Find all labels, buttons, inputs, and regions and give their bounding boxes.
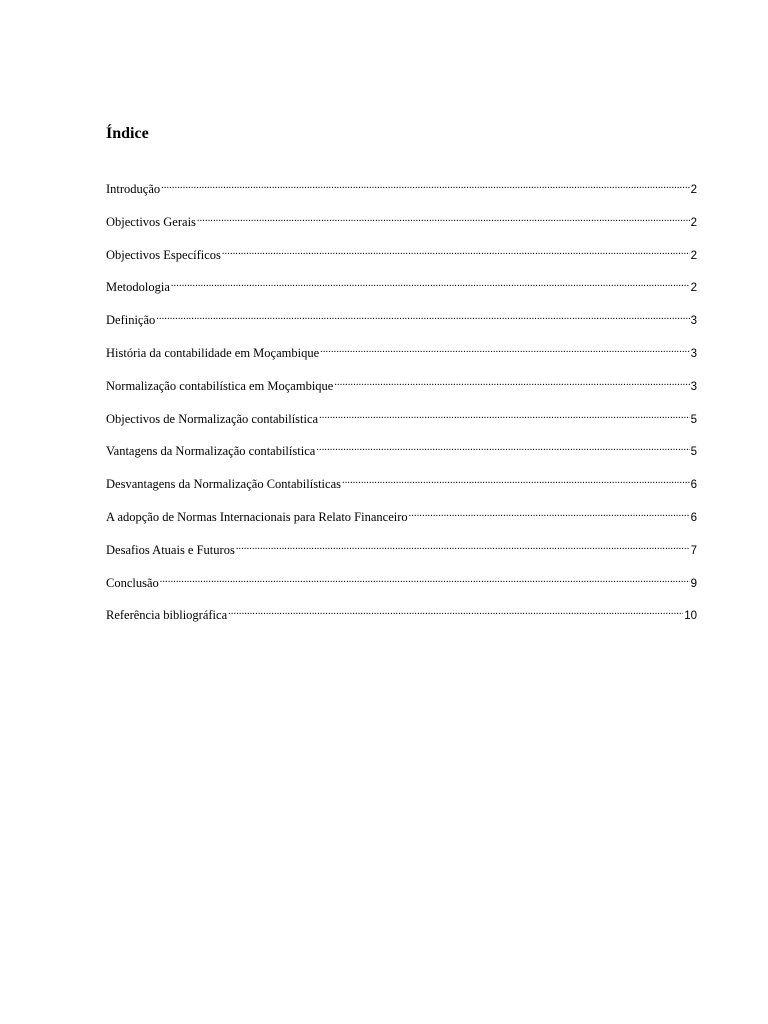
toc-entry-label: Vantagens da Normalização contabilística <box>106 444 316 459</box>
toc-entry-historia[interactable] <box>106 344 697 377</box>
toc-entry-label: Objectivos de Normalização contabilística <box>106 411 319 426</box>
toc-title: Índice <box>106 125 149 142</box>
toc-entry-label: Conclusão <box>106 575 159 590</box>
toc-entry-page-number: 6 <box>690 511 697 524</box>
dot-leader <box>342 476 690 488</box>
toc-entry-label: A adopção de Normas Internacionais para Relato Financeiro <box>106 509 408 524</box>
dot-leader <box>161 181 689 193</box>
toc-entry-label: Objectivos Gerais <box>106 214 196 229</box>
toc-entry-page-number: 3 <box>690 380 697 393</box>
toc-entry-page-number: 3 <box>690 347 697 360</box>
toc-entry-objectivos-gerais[interactable] <box>106 213 697 246</box>
toc-entry-normalizacao-mocambique[interactable] <box>106 377 697 410</box>
toc-entry-page-number: 9 <box>690 577 697 590</box>
toc-entry-page-number: 5 <box>690 446 697 459</box>
table-of-contents <box>106 180 697 639</box>
dot-leader <box>334 378 689 390</box>
toc-entry-page-number: 2 <box>690 216 697 229</box>
dot-leader <box>320 345 689 357</box>
toc-entry-label: Desafios Atuais e Futuros <box>106 542 235 557</box>
dot-leader <box>160 575 690 587</box>
dot-leader <box>319 411 690 423</box>
toc-entry-page-number: 2 <box>690 249 697 262</box>
toc-entry-definicao[interactable] <box>106 311 697 344</box>
toc-entry-referencia[interactable] <box>106 606 697 639</box>
toc-entry-label: Normalização contabilística em Moçambique <box>106 378 334 393</box>
toc-entry-page-number: 7 <box>690 544 697 557</box>
toc-entry-label: Desvantagens da Normalização Contabilísticas <box>106 477 341 492</box>
toc-entry-label: Metodologia <box>106 280 170 295</box>
toc-entry-page-number: 5 <box>690 413 697 426</box>
dot-leader <box>228 607 683 619</box>
toc-entry-page-number: 2 <box>690 184 697 196</box>
dot-leader <box>222 247 690 259</box>
toc-entry-label: Referência bibliográfica <box>106 608 228 623</box>
toc-entry-conclusao[interactable] <box>106 574 697 607</box>
toc-entry-page-number: 10 <box>684 610 697 623</box>
toc-entry-objectivos-normalizacao[interactable] <box>106 410 697 443</box>
toc-entry-page-number: 6 <box>690 479 697 492</box>
toc-entry-page-number: 3 <box>690 315 697 328</box>
toc-entry-desafios[interactable] <box>106 541 697 574</box>
dot-leader <box>236 542 690 554</box>
toc-entry-desvantagens[interactable] <box>106 475 697 508</box>
dot-leader <box>316 443 689 455</box>
dot-leader <box>156 312 689 324</box>
toc-entry-page-number: 2 <box>690 282 697 295</box>
dot-leader <box>409 509 690 521</box>
toc-entry-vantagens[interactable] <box>106 442 697 475</box>
toc-entry-label: História da contabilidade em Moçambique <box>106 345 320 360</box>
toc-entry-label: Definição <box>106 313 156 328</box>
dot-leader <box>197 214 690 226</box>
toc-entry-introducao[interactable] <box>106 180 697 213</box>
toc-entry-metodologia[interactable] <box>106 278 697 311</box>
toc-entry-label: Objectivos Específicos <box>106 247 221 262</box>
dot-leader <box>171 279 690 291</box>
toc-entry-adopcao-normas[interactable] <box>106 508 697 541</box>
toc-entry-label: Introdução <box>106 182 161 196</box>
toc-entry-objectivos-especificos[interactable] <box>106 246 697 279</box>
